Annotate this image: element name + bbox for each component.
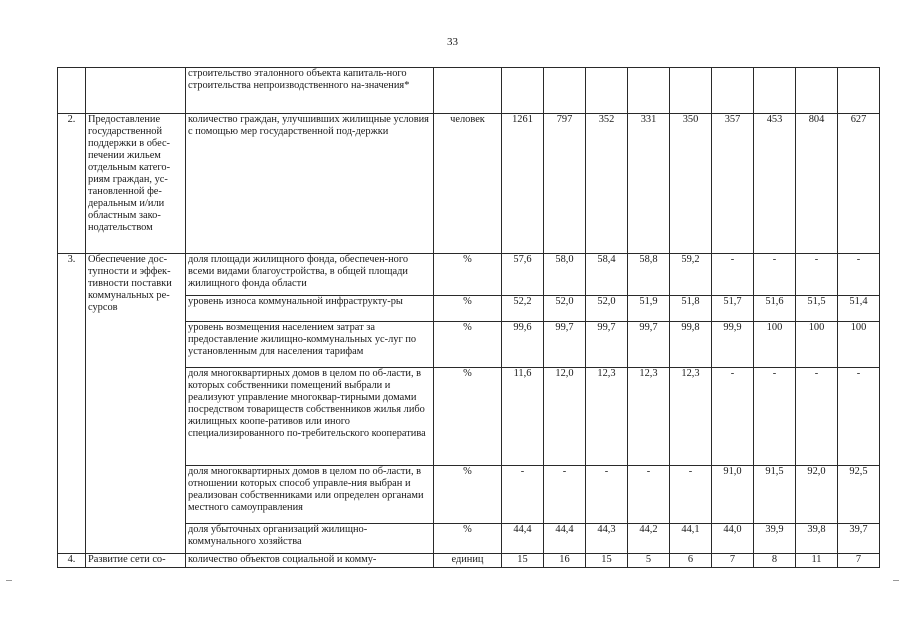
row-number: 3. (58, 254, 86, 554)
table-row (58, 554, 880, 568)
activity-name: Обеспечение дос-тупности и эффек-тивности поставки коммунальных ре-сурсов (86, 254, 186, 554)
value-cell: - (754, 254, 796, 296)
indicator-name: уровень износа коммунальной инфраструкту-ры (186, 296, 434, 322)
value-cell: 15 (586, 554, 628, 568)
value-cell: 58,4 (586, 254, 628, 296)
indicator-name: количество граждан, улучшивших жилищные условия с помощью мер государственной под-держки (186, 114, 434, 254)
indicator-name: доля площади жилищного фонда, обеспечен-ного всеми видами благоустройства, в общей площади жилищного фонда области (186, 254, 434, 296)
value-cell: 8 (754, 554, 796, 568)
value-cell: 51,4 (838, 296, 880, 322)
table-row (58, 68, 880, 114)
activity-name: Предоставление государственной поддержки в обес-печении жильем отдельным катего-риям граждан, ус-тановленной фе-деральным и/или областным зако-нодательством (86, 114, 186, 254)
value-cell: - (796, 368, 838, 466)
value-cell: 357 (712, 114, 754, 254)
value-cell: 52,0 (544, 296, 586, 322)
value-cell: 44,4 (544, 524, 586, 554)
value-cell: 11,6 (502, 368, 544, 466)
value-cell: 627 (838, 114, 880, 254)
value-cell: 352 (586, 114, 628, 254)
unit-cell (434, 68, 502, 114)
unit-cell: % (434, 524, 502, 554)
value-cell (628, 68, 670, 114)
indicator-name: количество объектов социальной и комму- (186, 554, 434, 568)
value-cell: 12,0 (544, 368, 586, 466)
value-cell: 100 (796, 322, 838, 368)
value-cell: - (586, 466, 628, 524)
value-cell: - (754, 368, 796, 466)
value-cell: 57,6 (502, 254, 544, 296)
value-cell: 797 (544, 114, 586, 254)
value-cell: 12,3 (628, 368, 670, 466)
value-cell: - (544, 466, 586, 524)
value-cell: 100 (754, 322, 796, 368)
value-cell: 5 (628, 554, 670, 568)
value-cell: 7 (712, 554, 754, 568)
value-cell: 51,5 (796, 296, 838, 322)
value-cell: 44,1 (670, 524, 712, 554)
indicator-name: доля убыточных организаций жилищно-коммунального хозяйства (186, 524, 434, 554)
value-cell: 99,8 (670, 322, 712, 368)
value-cell: 11 (796, 554, 838, 568)
value-cell: 59,2 (670, 254, 712, 296)
value-cell: 7 (838, 554, 880, 568)
value-cell: - (628, 466, 670, 524)
value-cell: 1261 (502, 114, 544, 254)
value-cell: - (796, 254, 838, 296)
indicator-name: доля многоквартирных домов в целом по об-ласти, в которых собственники помещений выбрали и реализуют управление многоквар-тирными домами посредством товариществ собственников жилья либо жилищных коопе-ративов или иного специализированного по-требительского кооператива (186, 368, 434, 466)
indicators-table (57, 67, 880, 568)
value-cell (586, 68, 628, 114)
value-cell: - (712, 368, 754, 466)
value-cell: 91,0 (712, 466, 754, 524)
value-cell: 44,4 (502, 524, 544, 554)
value-cell: 92,5 (838, 466, 880, 524)
value-cell: 58,0 (544, 254, 586, 296)
value-cell: 6 (670, 554, 712, 568)
indicator-name: уровень возмещения населением затрат за предоставление жилищно-коммунальных ус-луг по установленным для населения тарифам (186, 322, 434, 368)
value-cell: 39,8 (796, 524, 838, 554)
value-cell: - (670, 466, 712, 524)
value-cell: - (838, 254, 880, 296)
value-cell: 44,3 (586, 524, 628, 554)
value-cell: - (502, 466, 544, 524)
unit-cell: % (434, 368, 502, 466)
value-cell (712, 68, 754, 114)
unit-cell: человек (434, 114, 502, 254)
value-cell: 15 (502, 554, 544, 568)
value-cell (838, 68, 880, 114)
value-cell: 44,2 (628, 524, 670, 554)
value-cell: 39,9 (754, 524, 796, 554)
value-cell: 16 (544, 554, 586, 568)
value-cell: 453 (754, 114, 796, 254)
value-cell: 99,6 (502, 322, 544, 368)
value-cell: 52,2 (502, 296, 544, 322)
table-row (58, 114, 880, 254)
value-cell: 91,5 (754, 466, 796, 524)
activity-name (86, 68, 186, 114)
value-cell: 99,7 (586, 322, 628, 368)
unit-cell: % (434, 466, 502, 524)
value-cell: 100 (838, 322, 880, 368)
value-cell (544, 68, 586, 114)
unit-cell: % (434, 254, 502, 296)
value-cell: 51,9 (628, 296, 670, 322)
page-number: 33 (447, 36, 458, 48)
activity-name: Развитие сети со- (86, 554, 186, 568)
value-cell: - (712, 254, 754, 296)
value-cell: 331 (628, 114, 670, 254)
value-cell: 99,9 (712, 322, 754, 368)
value-cell: 51,7 (712, 296, 754, 322)
value-cell: - (838, 368, 880, 466)
row-number (58, 68, 86, 114)
unit-cell: % (434, 322, 502, 368)
value-cell: 44,0 (712, 524, 754, 554)
value-cell: 52,0 (586, 296, 628, 322)
value-cell: 350 (670, 114, 712, 254)
value-cell (670, 68, 712, 114)
indicator-name: строительство эталонного объекта капиталь-ного строительства непроизводственного на-значения* (186, 68, 434, 114)
value-cell: 58,8 (628, 254, 670, 296)
value-cell: 12,3 (670, 368, 712, 466)
indicator-name: доля многоквартирных домов в целом по об-ласти, в отношении которых способ управле-ния выбран и реализован собственниками или определен органами местного самоуправления (186, 466, 434, 524)
value-cell (502, 68, 544, 114)
value-cell: 12,3 (586, 368, 628, 466)
value-cell: 92,0 (796, 466, 838, 524)
value-cell: 804 (796, 114, 838, 254)
unit-cell: единиц (434, 554, 502, 568)
value-cell (754, 68, 796, 114)
unit-cell: % (434, 296, 502, 322)
value-cell: 51,6 (754, 296, 796, 322)
value-cell: 51,8 (670, 296, 712, 322)
row-number: 4. (58, 554, 86, 568)
scan-edge-mark-right (893, 580, 899, 581)
table-row (58, 254, 880, 296)
value-cell (796, 68, 838, 114)
row-number: 2. (58, 114, 86, 254)
value-cell: 39,7 (838, 524, 880, 554)
value-cell: 99,7 (628, 322, 670, 368)
scan-edge-mark-left (6, 580, 12, 581)
value-cell: 99,7 (544, 322, 586, 368)
